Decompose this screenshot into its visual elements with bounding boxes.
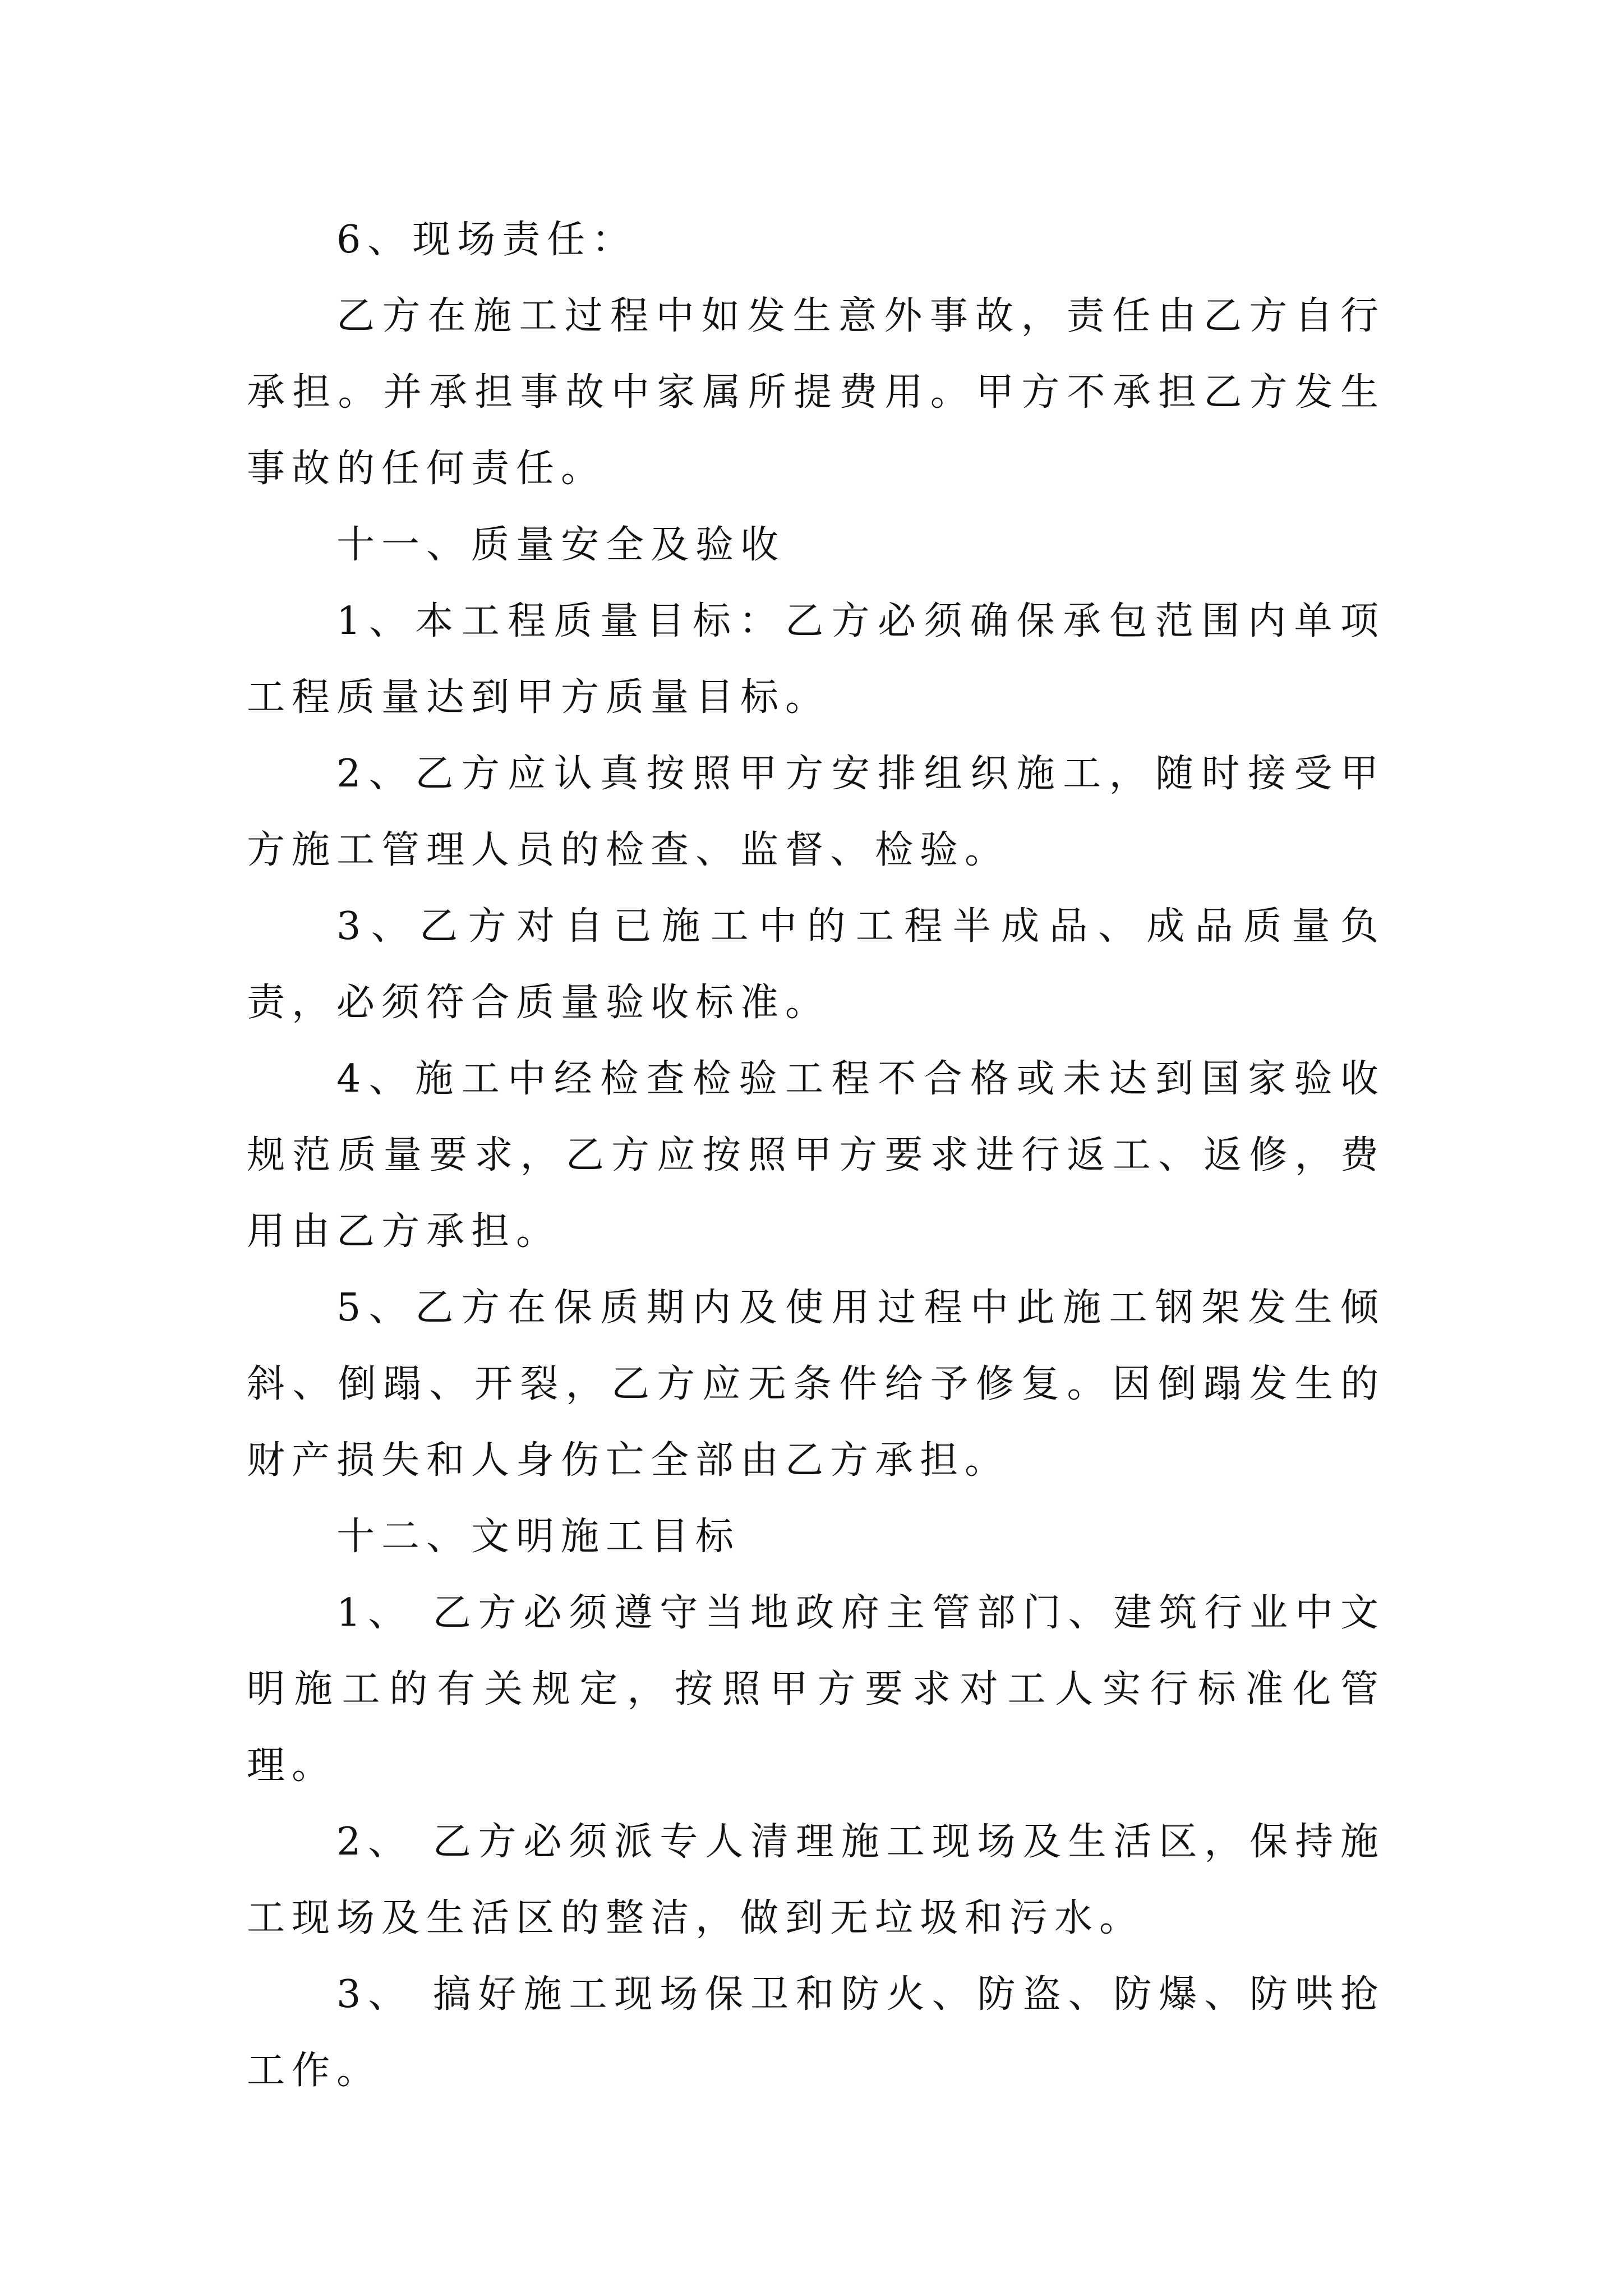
quality-clause-4: 4、施工中经检查检验工程不合格或未达到国家验收规范质量要求，乙方应按照甲方要求进行返工、返修，费用由乙方承担。 (247, 1057, 1385, 1254)
quality-clause-5: 5、乙方在保质期内及使用过程中此施工钢架发生倾斜、倒蹋、开裂，乙方应无条件给予修复。因倒蹋发生的财产损失和人身伤亡全部由乙方承担。 (247, 1286, 1385, 1483)
section-heading-quality-safety: 十一、质量安全及验收 (336, 523, 786, 567)
civilized-clause-2: 2、 乙方必须派专人清理施工现场及生活区，保持施工现场及生活区的整洁，做到无垃圾和污水。 (247, 1820, 1385, 1940)
site-responsibility-paragraph: 乙方在施工过程中如发生意外事故，责任由乙方自行承担。并承担事故中家属所提费用。甲方不承担乙方发生事故的任何责任。 (247, 294, 1385, 491)
quality-clause-3: 3、乙方对自已施工中的工程半成品、成品质量负责，必须符合质量验收标准。 (247, 904, 1385, 1025)
civilized-clause-1: 1、 乙方必须遵守当地政府主管部门、建筑行业中文明施工的有关规定，按照甲方要求对工人实行标准化管理。 (247, 1591, 1385, 1788)
quality-clause-1: 1、本工程质量目标：乙方必须确保承包范围内单项工程质量达到甲方质量目标。 (247, 599, 1385, 720)
document-body (247, 202, 1385, 2109)
civilized-clause-3: 3、 搞好施工现场保卫和防火、防盗、防爆、防哄抢工作。 (247, 1972, 1385, 2093)
quality-clause-2: 2、乙方应认真按照甲方安排组织施工，随时接受甲方施工管理人员的检查、监督、检验。 (247, 752, 1385, 872)
item-site-responsibility-heading: 6、现场责任： (336, 218, 637, 262)
section-heading-civilized-construction: 十二、文明施工目标 (336, 1515, 741, 1559)
